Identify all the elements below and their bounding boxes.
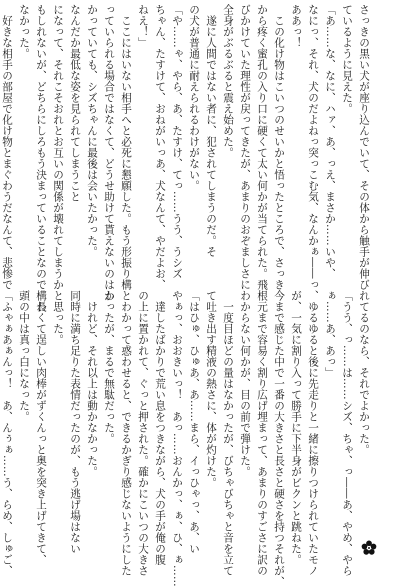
text-column: 「ふゃぁあぁんっ！ あ、んぅぁ……う、らめ、しゅご、 — [1, 290, 13, 576]
text-column: 「あ……な、なに、ハァ、あ、っえ、まさか……いや、 — [324, 4, 336, 279]
text-column: から疼く蜜孔の入り口に硬くて太い何かが当てられた。飛 — [256, 4, 268, 290]
upper-text-block — [1, 4, 372, 312]
text-column: 全身がぶるぶると震え始めた。 — [222, 4, 234, 158]
text-column: の犬が普通に耐えられるわけがない。 — [188, 4, 200, 191]
text-column: ねえ！」 — [137, 4, 149, 48]
text-column: 「や……ゃ、やら、あ、たすけ、てっ……うう、うシズ — [171, 4, 183, 279]
text-column: 遂に人間ではない者に、犯されてしまうのだ。そ — [205, 4, 217, 257]
text-column: っていられる場合ではなくて、どうせ助けて貰えないのはわ — [103, 4, 115, 301]
text-column: れてるのなら、それでよかった。 — [358, 290, 370, 455]
text-column: さっきの黒い犬が座り込んでいて、その体から触手が伸び — [358, 4, 370, 290]
text-column: 長くて逞しい肉棒がずくんっと奥を突き上げてきて、 — [35, 290, 47, 565]
text-column: 「はひゅ、ひゅあ、あ……まら、イっひゃっ、あ、い — [188, 290, 200, 554]
text-column: この化け物はこいつのせいかと悟ったところで、さっき — [273, 4, 285, 290]
text-column: ああっ！ — [290, 4, 302, 48]
text-column: びかけていた理性が戻ってきたが、あまりのおぞましさに — [239, 4, 251, 290]
text-column: 同時に満ち足りた表情だったのが、もう逃げ場はない — [69, 290, 81, 554]
text-column: て吐き出す精液の熱さに、体が灼けた。 — [205, 290, 217, 488]
text-column: 根元まで容易く割り広げ埋まって、あまりのすごさに訳の — [256, 290, 268, 576]
text-column: 一度目ほどの量はなかったが、びちゃびちゃと音を立て — [222, 290, 234, 576]
text-column: 好きな相手の部屋で化け物とまぐわうだなんて、悲惨で — [1, 4, 13, 290]
text-column: の上に置かれて、ぐっと押された。確かにこいつの大きさ — [137, 290, 149, 576]
text-column: が、一気に割り入って勝手に下半身がビクンと跳ねた。 — [290, 290, 302, 565]
text-column: かっていても、シズちゃんに最後は会いたかった。 — [86, 4, 98, 257]
flower-ornament-icon — [361, 540, 377, 556]
text-column: 達したばかりで荒い息をつきながら、犬の手が俺の腹 — [154, 290, 166, 565]
lower-text-block — [1, 290, 372, 587]
text-column: やぁっ、おおきいっ！ あっ……おんかっ、ぁ、ひ、ぁ…… — [171, 290, 183, 587]
text-column: ゆるゆると後に先走りと一緒に擦りつけられていたモノ — [307, 290, 319, 576]
text-column: わからない何かが、目の前で弾けた。 — [239, 290, 251, 477]
text-column: ちゃん、たすけて、おねがいっあ、犬なんて、やだよお、 — [154, 4, 166, 290]
text-column: かったが、まるで無駄だった。 — [103, 290, 115, 444]
text-column: とわかって惑わせると、できるかぎり感じないようにした — [120, 290, 132, 576]
text-column: なんだか最低な姿を見られてしまうこと — [69, 4, 81, 202]
text-column: もしれないが、どちらにしろもう決まっていることなので構わ — [35, 4, 47, 312]
text-column: と思った。 — [52, 290, 64, 345]
text-column: けれど、それ以上は動かなかった。 — [86, 290, 98, 477]
text-column: 頭の中は真っ白になった。 — [18, 290, 30, 422]
text-column: 今まで感じた中で一番の大きさと長さと硬さを持つそれが、 — [273, 290, 285, 587]
text-column: になって、それこそおれとお互いの関係が壊れてしまうか — [52, 4, 64, 290]
text-column: 「うう、っ……は……シズ、ちゃ、っ――あ、やめ、やら — [341, 290, 353, 576]
text-column: ているように見えた。 — [341, 4, 353, 114]
text-column: ぁ……あ、あっ」 — [324, 290, 336, 378]
text-column: なかった。 — [18, 4, 30, 59]
text-column: なにっ、それ、犬のだよねっ突っこむ気、なんかぁ――っ、 — [307, 4, 319, 301]
text-column: ここにはいない相手へと必死に懇願した。もう形振り構 — [120, 4, 132, 290]
